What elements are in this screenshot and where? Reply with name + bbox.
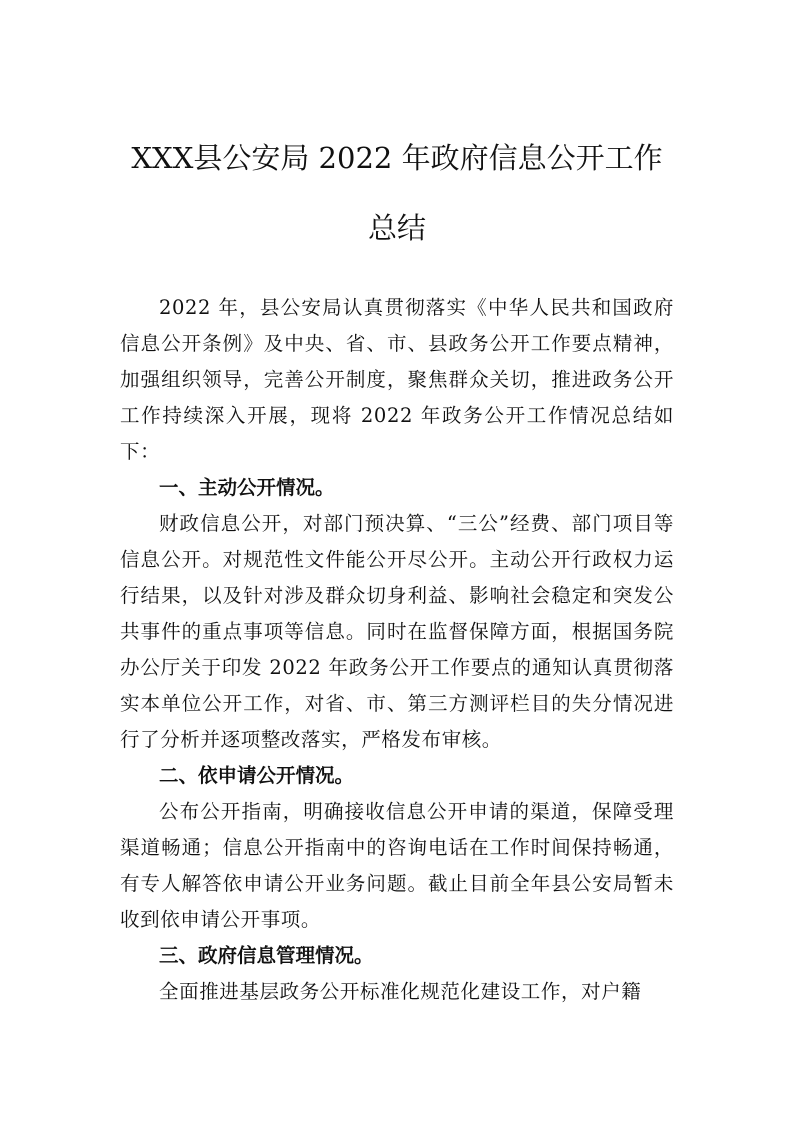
section-paragraph-1: 财政信息公开，对部门预决算、“三公”经费、部门项目等信息公开。对规范性文件能公开尽公开。主动公开行政权力运行结果，以及针对涉及群众切身利益、影响社会稳定和突发公共事件的重点事项等信息。同时在监督保障方面，根据国务院办公厅关于印发 2022 年政务公开工作要点的通知认真贯彻落实本单位公开工作，对省、市、第三方测评栏目的失分情况进行了分析并逐项整改落实，严格发布审核。 xyxy=(120,512,674,751)
section-paragraph-3: 全面推进基层政务公开标准化规范化建设工作，对户籍 xyxy=(159,980,642,1003)
section-heading-2: 二、依申请公开情况。 xyxy=(159,764,355,787)
section-heading-3: 三、政府信息管理情况。 xyxy=(159,944,374,967)
intro-paragraph: 2022 年，县公安局认真贯彻落实《中华人民共和国政府信息公开条例》及中央、省、市、县政务公开工作要点精神，加强组织领导，完善公开制度，聚焦群众关切，推进政务公开工作持续深入开展，现将 2022 年政务公开工作情况总结如下： xyxy=(120,296,674,463)
document-body xyxy=(120,290,674,1010)
section-paragraph-2: 公布公开指南，明确接收信息公开申请的渠道，保障受理渠道畅通；信息公开指南中的咨询电话在工作时间保持畅通，有专人解答依申请公开业务问题。截止目前全年县公安局暂未收到依申请公开事项。 xyxy=(120,800,674,931)
document-title-line-2: 总结 xyxy=(367,211,426,245)
section-heading-1: 一、主动公开情况。 xyxy=(159,476,335,499)
document-title-line-1: XXX县公安局 2022 年政府信息公开工作 xyxy=(131,141,663,175)
